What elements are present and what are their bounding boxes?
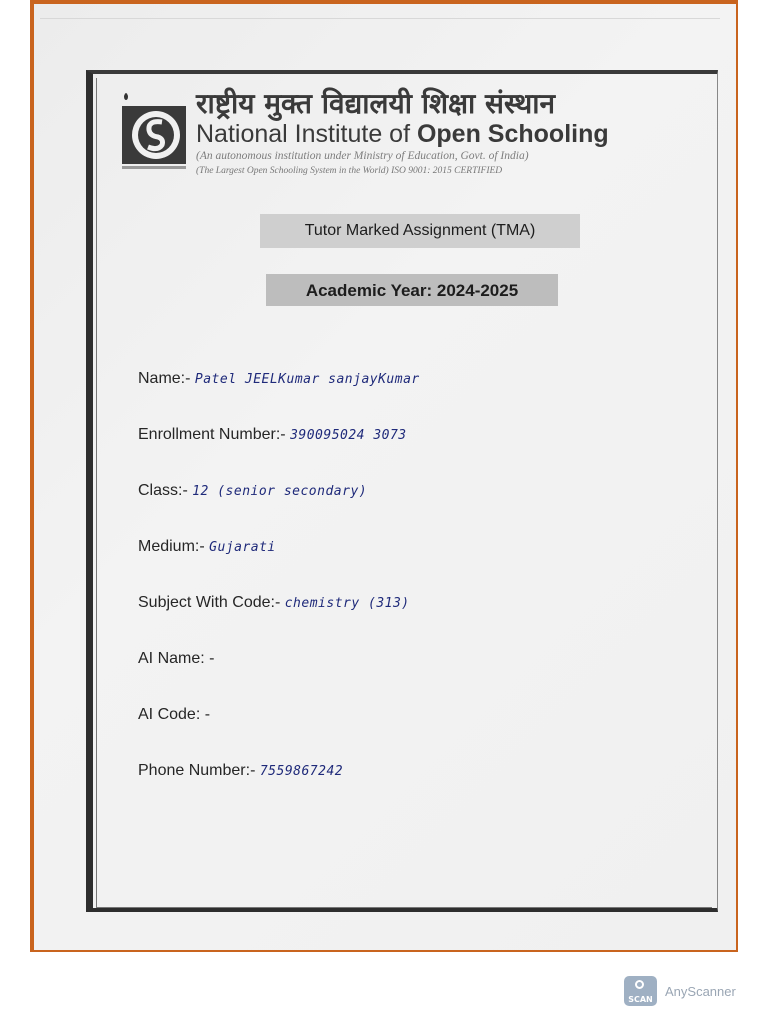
field-label: Class:- [138, 482, 188, 499]
field-label: Medium:- [138, 538, 205, 555]
field-label: Enrollment Number:- [138, 426, 286, 443]
field-subject-code [138, 594, 410, 612]
field-label: AI Code: - [138, 706, 211, 723]
scanner-brand: AnyScanner [665, 983, 736, 999]
nios-logo-icon [118, 88, 190, 178]
field-ai-name [138, 650, 214, 668]
institute-tagline: (The Largest Open Schooling System in the World) ISO 9001: 2015 CERTIFIED [196, 166, 503, 176]
field-label: Subject With Code:- [138, 594, 281, 611]
field-value: Patel JEELKumar sanjayKumar [194, 372, 420, 387]
field-ai-code [138, 706, 210, 724]
scanner-watermark [624, 976, 736, 1006]
fold-line [40, 18, 720, 19]
field-label: AI Name: - [138, 650, 215, 667]
field-value: 12 (senior secondary) [192, 484, 368, 499]
field-class [138, 482, 367, 500]
field-value: 390095024 3073 [290, 428, 407, 443]
tma-title: Tutor Marked Assignment (TMA) [260, 214, 580, 248]
scan-icon: SCAN [624, 976, 657, 1006]
field-phone-number [138, 762, 343, 780]
field-value: 7559867242 [259, 764, 344, 779]
field-value: chemistry (313) [284, 596, 410, 611]
field-enrollment-number [138, 426, 407, 444]
field-label: Name:- [138, 370, 191, 387]
field-name [138, 370, 420, 388]
field-value: Gujarati [209, 540, 276, 555]
institute-name-english: National Institute of Open Schooling [196, 120, 609, 148]
field-medium [138, 538, 276, 556]
field-label: Phone Number:- [138, 762, 256, 779]
institute-name-hindi: राष्ट्रीय मुक्त विद्यालयी शिक्षा संस्थान [196, 87, 556, 120]
academic-year: Academic Year: 2024-2025 [266, 274, 558, 306]
institute-subtitle: (An autonomous institution under Ministry of Education, Govt. of India) [196, 150, 529, 162]
